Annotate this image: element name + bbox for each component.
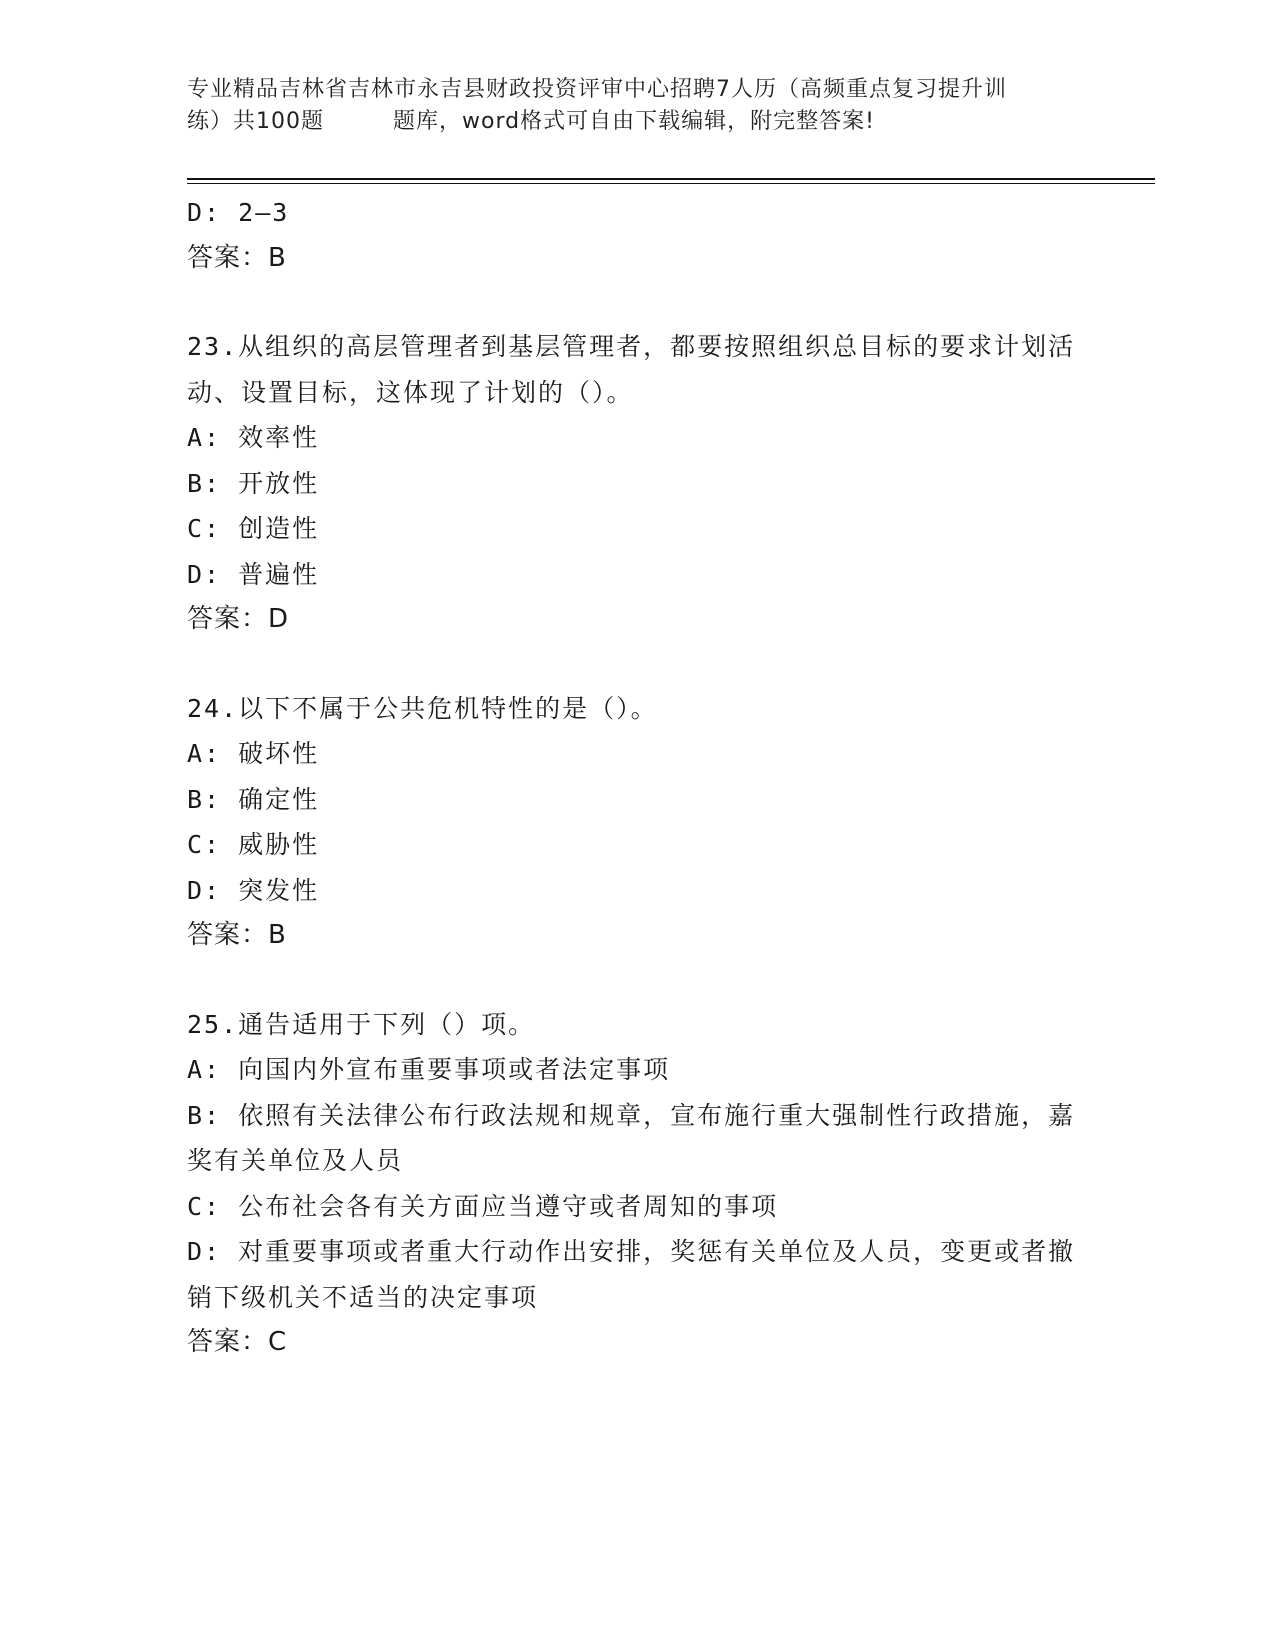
document-body [187, 190, 1087, 1366]
option-a: A: 效率性 [187, 423, 320, 452]
question-25 [187, 1002, 1087, 1366]
option-d: D: 普遍性 [187, 559, 320, 589]
page-header [187, 74, 1087, 138]
option-d: D: 突发性 [187, 875, 320, 905]
question-text: 23.从组织的高层管理者到基层管理者，都要按照组织总目标的要求计划活动、设置目标，这体现了计划的（）。 [187, 332, 1076, 407]
question-23 [187, 324, 1087, 643]
option-c: C: 公布社会各有关方面应当遵守或者周知的事项 [187, 1191, 779, 1221]
question-text: 25.通告适用于下列（）项。 [187, 1009, 536, 1039]
header-rule-thin [187, 183, 1155, 184]
option-b: B: 依照有关法律公布行政法规和规章，宣布施行重大强制性行政措施，嘉奖有关单位及人员 [187, 1100, 1076, 1175]
option-a: A: 破坏性 [187, 739, 320, 768]
header-rule [187, 178, 1155, 180]
option-d: D: 对重要事项或者重大行动作出安排，奖惩有关单位及人员，变更或者撤销下级机关不适当的决定事项 [187, 1237, 1076, 1312]
question-text: 24.以下不属于公共危机特性的是（）。 [187, 693, 658, 723]
option-b: B: 确定性 [187, 784, 320, 814]
previous-question-tail [187, 190, 1087, 281]
option-b: B: 开放性 [187, 468, 320, 498]
answer: 答案：B [187, 920, 287, 950]
option-d: D: 2—3 [187, 198, 290, 227]
header-line-2: 练）共100题 题库，word格式可自由下载编辑，附完整答案! [187, 109, 875, 134]
answer: 答案：B [187, 242, 287, 273]
question-24 [187, 686, 1087, 959]
option-a: A: 向国内外宣布重要事项或者法定事项 [187, 1055, 671, 1084]
option-c: C: 威胁性 [187, 830, 320, 859]
header-line-1: 专业精品吉林省吉林市永吉县财政投资评审中心招聘7人历（高频重点复习提升训 [187, 77, 1007, 102]
answer: 答案：C [187, 1327, 288, 1357]
answer: 答案：D [187, 604, 290, 634]
option-c: C: 创造性 [187, 514, 320, 543]
